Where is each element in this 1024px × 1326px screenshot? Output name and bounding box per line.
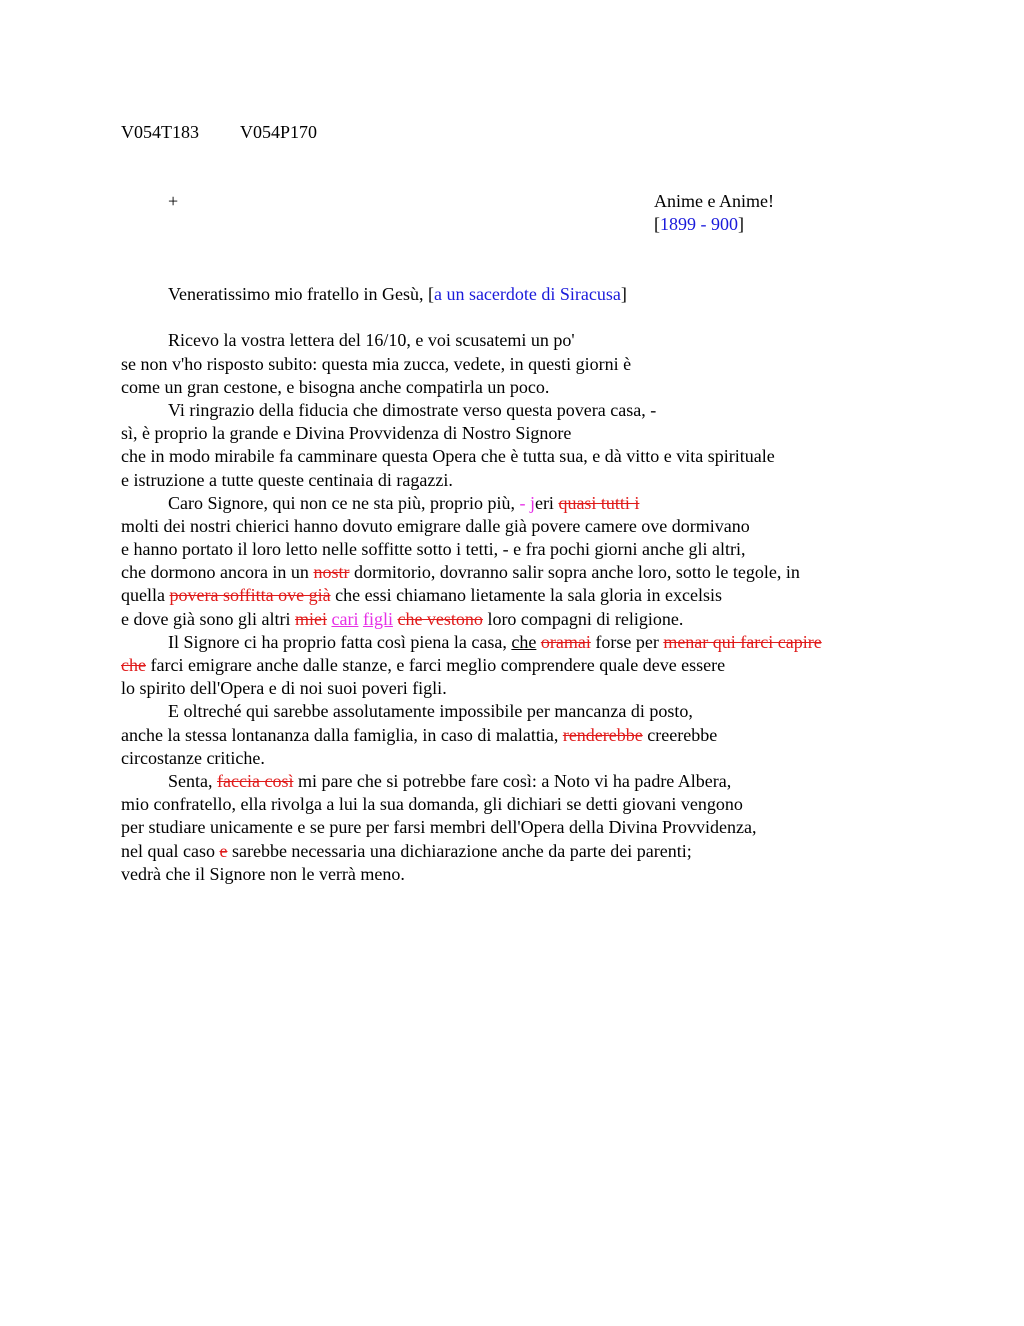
deleted-text: che vestono xyxy=(397,608,483,629)
salutation: Veneratissimo mio fratello in Gesù, [a un sacerdote di Siracusa] xyxy=(168,284,627,304)
text-line: per studiare unicamente e se pure per farsi membri dell'Opera della Divina Provvidenza, xyxy=(121,817,757,838)
deleted-text: miei xyxy=(294,608,327,629)
text-line: Ricevo la vostra lettera del 16/10, e voi scusatemi un po' xyxy=(168,330,575,351)
date-annotation: [1899 - 900] xyxy=(654,214,744,234)
text-line: che in modo mirabile fa camminare questa Opera che è tutta sua, e dà vitto e vita spirituale xyxy=(121,446,775,467)
deleted-text: renderebbe xyxy=(562,724,643,745)
text-line: Vi ringrazio della fiducia che dimostrate verso questa povera casa, - xyxy=(168,399,657,420)
recipient-note: a un sacerdote di Siracusa xyxy=(433,284,621,304)
deleted-text: oramai xyxy=(540,631,591,652)
text-line: come un gran cestone, e bisogna anche compatirla un poco. xyxy=(121,376,550,397)
text-line: che farci emigrare anche dalle stanze, e farci meglio comprendere quale deve essere xyxy=(121,655,726,675)
text-line: molti dei nostri chierici hanno dovuto emigrare dalle già povere camere ove dormivano xyxy=(121,515,750,536)
text-line: E oltreché qui sarebbe assolutamente impossibile per mancanza di posto, xyxy=(168,701,693,722)
inserted-text: - j xyxy=(519,492,535,513)
letter-body xyxy=(121,283,901,886)
inserted-text: figli xyxy=(362,608,393,629)
text-line: che dormono ancora in un nostr dormitorio, dovranno salir sopra anche loro, sotto le tegole, in xyxy=(121,562,800,583)
inserted-text: cari xyxy=(331,608,359,629)
text-line: e dove già sono gli altri miei cari figli che vestono loro compagni di religione. xyxy=(121,608,684,629)
deleted-text: nostr xyxy=(313,562,350,583)
deleted-text: che xyxy=(121,655,146,675)
text-line: Senta, faccia così mi pare che si potrebbe fare così: a Noto vi ha padre Albera, xyxy=(168,770,732,791)
deleted-text: menar qui farci capire xyxy=(663,631,822,652)
text-line: e hanno portato il loro letto nelle soffitte sotto i tetti, - e fra pochi giorni anche gli altri, xyxy=(121,539,746,560)
text-line: Caro Signore, qui non ce ne sta più, proprio più, - jeri quasi tutti i xyxy=(168,492,640,513)
text-line: se non v'ho risposto subito: questa mia zucca, vedete, in questi giorni è xyxy=(121,353,632,374)
text-line: e istruzione a tutte queste centinaia di ragazzi. xyxy=(121,469,453,490)
page-code: V054P170 xyxy=(240,122,318,142)
text-line: lo spirito dell'Opera e di noi suoi poveri figli. xyxy=(121,678,447,699)
deleted-text: e xyxy=(219,840,228,861)
spacer xyxy=(121,306,901,329)
text-line: vedrà che il Signore non le verrà meno. xyxy=(121,863,405,884)
deleted-text: quasi tutti i xyxy=(558,492,640,513)
text-line: anche la stessa lontananza dalla famiglia, in caso di malattia, renderebbe creerebbe xyxy=(121,724,718,745)
text-line: nel qual caso e sarebbe necessaria una dichiarazione anche da parte dei parenti; xyxy=(121,840,692,861)
underlined-text: che xyxy=(511,631,537,652)
text-line: circostanze critiche. xyxy=(121,747,265,768)
title-block xyxy=(654,190,774,236)
text-line: Il Signore ci ha proprio fatta così piena la casa, che oramai forse per menar qui farci capire xyxy=(168,631,822,652)
text-line: mio confratello, ella rivolga a lui la sua domanda, gli dichiari se detti giovani vengono xyxy=(121,794,743,815)
date-value: 1899 - 900 xyxy=(660,214,738,234)
deleted-text: faccia così xyxy=(217,770,294,791)
deleted-text: povera soffitta ove già xyxy=(169,585,331,606)
letter-title: Anime e Anime! xyxy=(654,191,774,211)
document-code: V054T183 xyxy=(121,122,199,142)
cross-symbol: + xyxy=(168,191,179,211)
text-line: sì, è proprio la grande e Divina Provvidenza di Nostro Signore xyxy=(121,423,572,444)
text-line: quella povera soffitta ove già che essi chiamano lietamente la sala gloria in excelsis xyxy=(121,585,722,606)
